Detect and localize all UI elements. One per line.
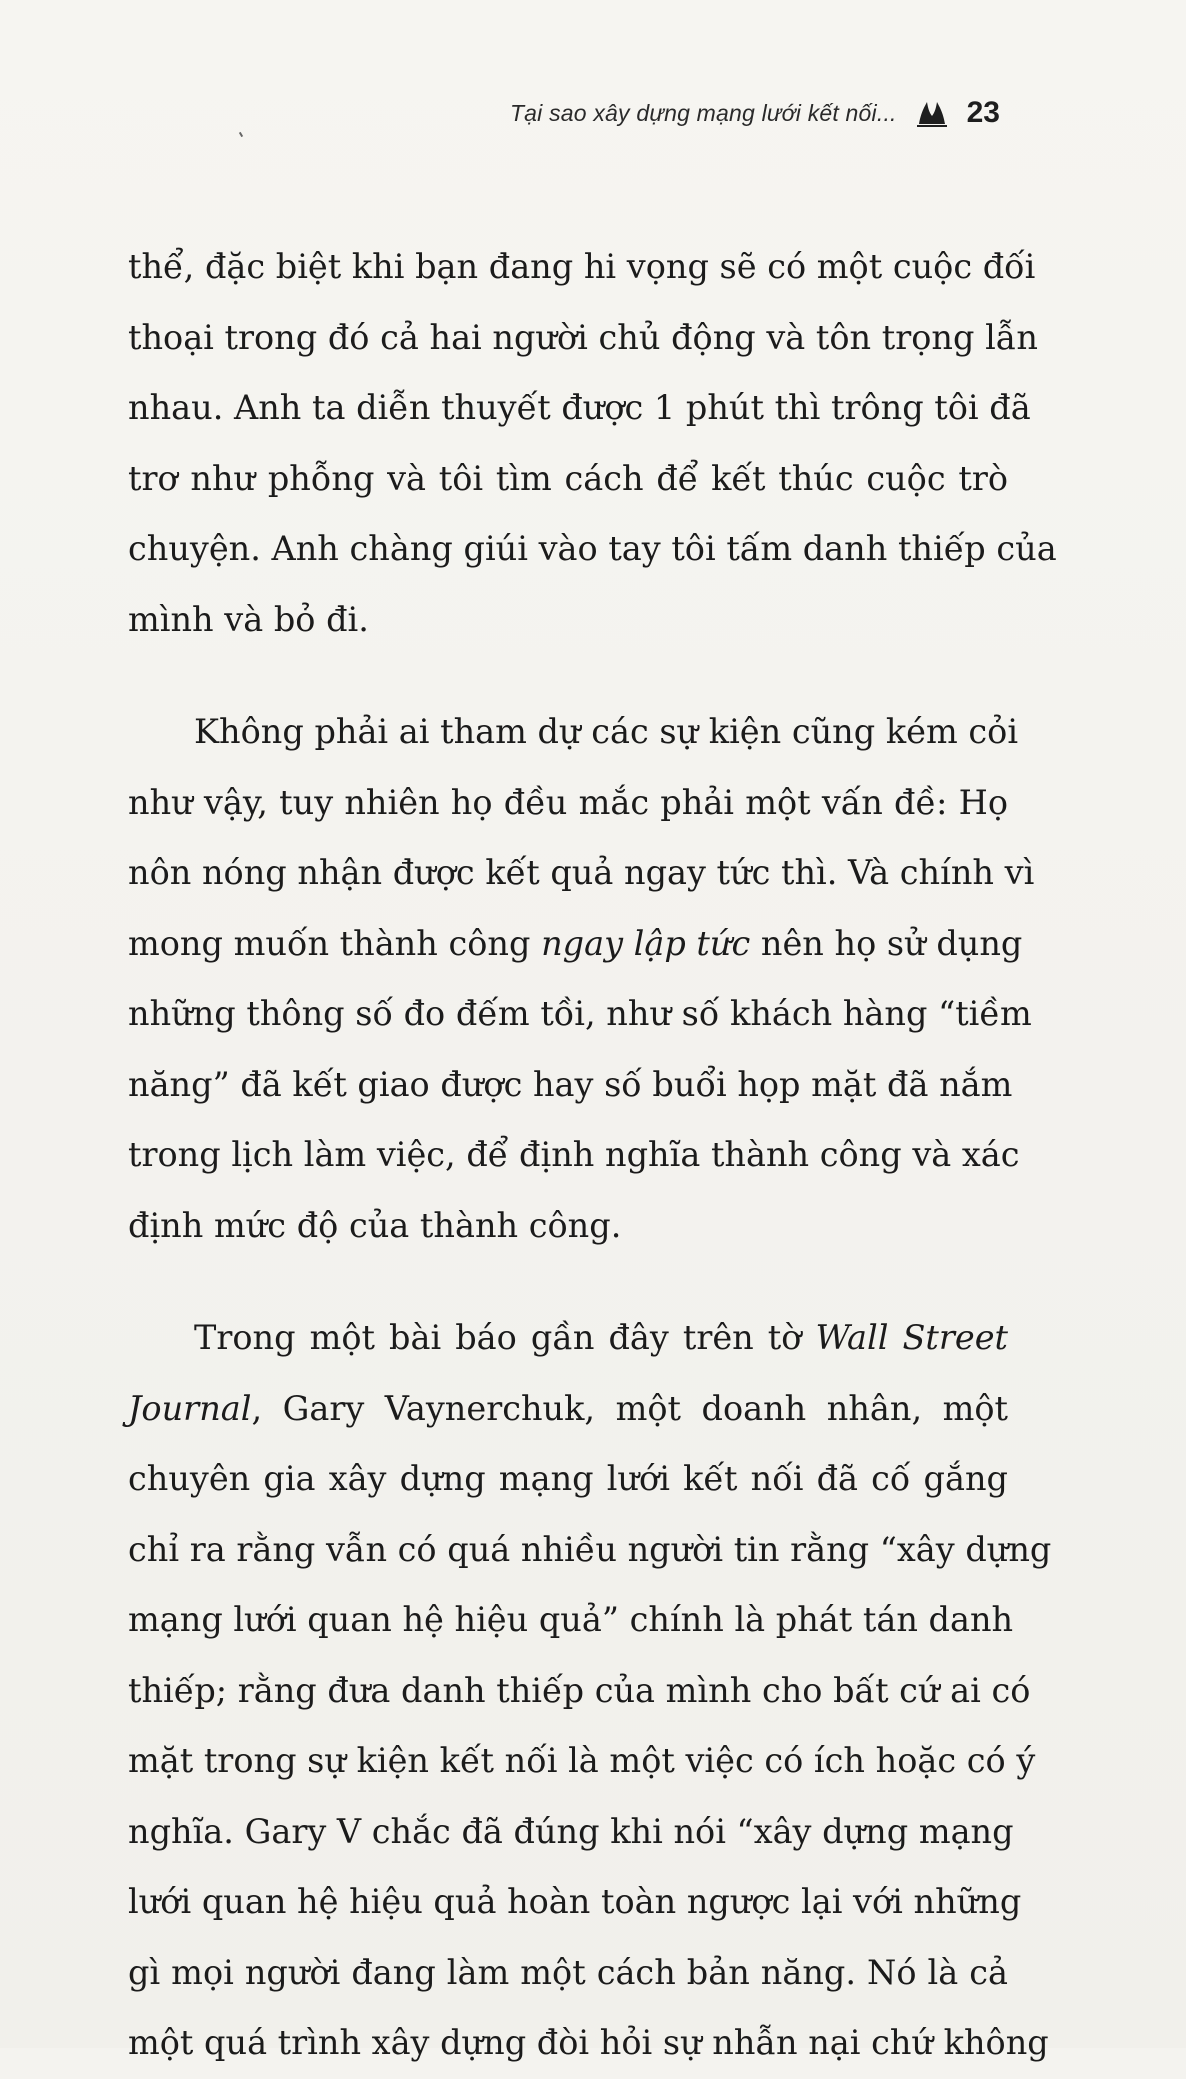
text-line-with-emphasis — [128, 1374, 1008, 1445]
text-line: trong lịch làm việc, để định nghĩa thành công và xác — [128, 1135, 1020, 1174]
text-line: mình và bỏ đi. — [128, 599, 369, 639]
text-line: chỉ ra rằng vẫn có quá nhiều người tin rằng “xây dựng — [128, 1529, 1052, 1569]
text-line: những thông số đo đếm tồi, như số khách hàng “tiềm — [128, 994, 1032, 1033]
body-text — [128, 232, 1057, 2079]
text-line: trơ như phỗng và tôi tìm cách để kết thúc cuộc trò — [128, 458, 1008, 498]
line-text: nên họ sử dụng — [750, 923, 1023, 963]
text-line: thiếp; rằng đưa danh thiếp của mình cho bất cứ ai có — [128, 1670, 1031, 1710]
paragraph-1 — [128, 232, 1057, 655]
text-line: định mức độ của thành công. — [128, 1205, 622, 1245]
paragraph-2 — [128, 697, 1035, 1261]
text-line: Không phải ai tham dự các sự kiện cũng kém cỏi — [194, 712, 1019, 751]
text-line: năng” đã kết giao được hay số buổi họp mặt đã nắm — [128, 1064, 1013, 1104]
text-line: như vậy, tuy nhiên họ đều mắc phải một vấn đề: Họ — [128, 782, 1008, 822]
text-line: mặt trong sự kiện kết nối là một việc có ích hoặc có ý — [128, 1741, 1036, 1780]
text-line-with-emphasis — [128, 1303, 1008, 1374]
text-line: chuyện. Anh chàng giúi vào tay tôi tấm danh thiếp của — [128, 529, 1057, 568]
text-line: thoại trong đó cả hai người chủ động và tôn trọng lẫn — [128, 317, 1038, 357]
publication-title: Wall Street — [815, 1318, 1009, 1357]
running-title: Tại sao xây dựng mạng lưới kết nối... — [509, 99, 897, 126]
publication-title: Journal — [128, 1388, 252, 1428]
text-line: lưới quan hệ hiệu quả hoàn toàn ngược lại với những — [128, 1882, 1022, 1921]
line-text: mong muốn thành công — [128, 923, 542, 963]
text-line-with-emphasis — [128, 909, 1023, 980]
paragraph-3 — [128, 1303, 1052, 2079]
text-line: nhau. Anh ta diễn thuyết được 1 phút thì trông tôi đã — [128, 388, 1031, 427]
text-line: gì mọi người đang làm một cách bản năng. Nó là cả — [128, 1952, 1008, 1992]
line-text: , Gary Vaynerchuk, một doanh nhân, một — [251, 1388, 1008, 1428]
ornament-icon — [915, 98, 949, 128]
text-line: một quá trình xây dựng đòi hỏi sự nhẫn nại chứ không — [128, 2023, 1049, 2062]
text-line: mạng lưới quan hệ hiệu quả” chính là phát tán danh — [128, 1600, 1014, 1639]
line-text: Trong một bài báo gần đây trên tờ — [194, 1318, 816, 1357]
page-number: 23 — [966, 96, 1000, 129]
text-line: chuyên gia xây dựng mạng lưới kết nối đã cố gắng — [128, 1459, 1008, 1498]
emphasis-text: ngay lập tức — [541, 923, 751, 963]
text-line: nghĩa. Gary V chắc đã đúng khi nói “xây dựng mạng — [128, 1811, 1014, 1851]
text-line: nôn nóng nhận được kết quả ngay tức thì. Và chính vì — [128, 853, 1035, 892]
stray-mark — [239, 132, 243, 137]
running-header — [510, 96, 1000, 130]
text-line: thể, đặc biệt khi bạn đang hi vọng sẽ có một cuộc đối — [128, 247, 1036, 286]
